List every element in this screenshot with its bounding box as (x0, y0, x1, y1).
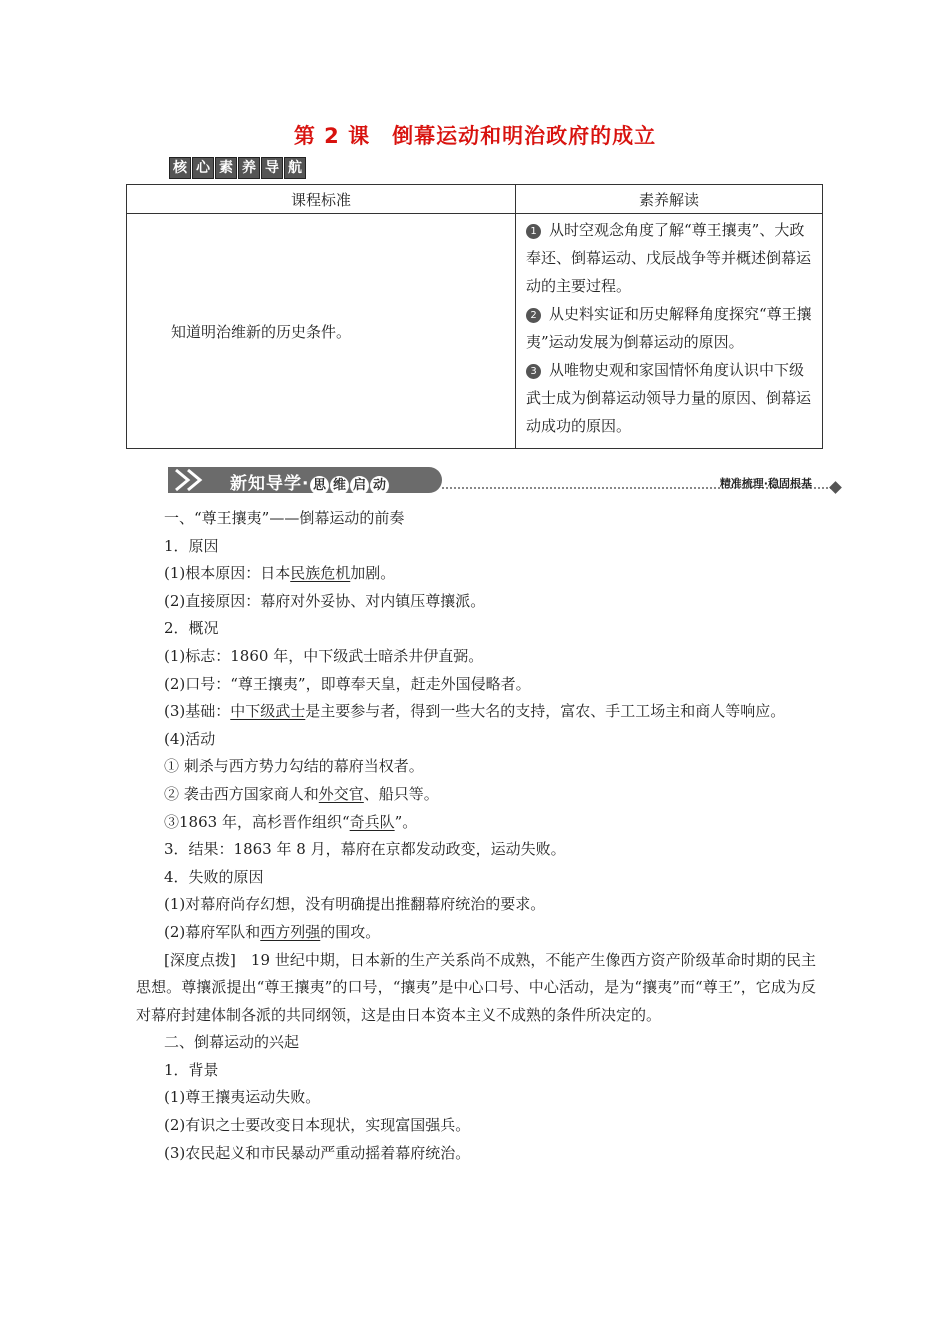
banner-subtitle: 精准梳理·稳固根基 (719, 477, 812, 490)
deep-insight-paragraph: [深度点拨] 19 世纪中期，日本新的生产关系尚不成熟，不能产生像西方资产阶级革命时期的民主思想。尊攘派提出“尊王攘夷”的口号，“攘夷”是中心口号、中心活动，是为“攘夷”而“尊王”，它成为反对幕府封建体制各派的共同纲领，这是由日本资本主义不成熟的条件所决定的。 (136, 950, 816, 1024)
subheading: 1．原因 (164, 536, 219, 555)
key-term: 奇兵队 (349, 812, 395, 831)
paragraph: (1)尊王攘夷运动失败。 (164, 1088, 321, 1107)
core-literacy-badge (169, 157, 306, 179)
key-term: 中下级武士 (230, 702, 306, 721)
header-curriculum-standard: 课程标准 (127, 185, 516, 214)
number-2-icon: 2 (526, 308, 541, 323)
key-term: 西方列强 (260, 922, 321, 941)
table-header-row (127, 185, 823, 214)
paragraph: (1)对幕府尚存幻想，没有明确提出推翻幕府统治的要求。 (164, 895, 546, 914)
section-banner (168, 465, 840, 495)
paragraph: (3)基础：中下级武士是主要参与者，得到一些大名的支持，富农、手工工场主和商人等响应。 (164, 702, 786, 721)
banner-title: 新知导学· 思 维 启 动 (230, 469, 389, 495)
badge-char: 导 (261, 157, 283, 179)
section-heading: 一、“尊王攘夷”——倒幕运动的前奏 (164, 509, 405, 527)
paragraph: ① 刺杀与西方势力勾结的幕府当权者。 (164, 757, 424, 776)
paragraph: (4)活动 (164, 729, 216, 748)
paragraph: (1)标志：1860 年，中下级武士暗杀井伊直弼。 (164, 646, 484, 665)
paragraph: 4．失败的原因 (164, 867, 264, 886)
table-row (127, 214, 823, 449)
literacy-interpretation-cell (516, 214, 823, 449)
number-3-icon: 3 (526, 364, 541, 379)
paragraph: ② 袭击西方国家商人和外交官、船只等。 (164, 784, 439, 803)
badge-char: 养 (238, 157, 260, 179)
badge-char: 素 (215, 157, 237, 179)
literacy-item: 3 从唯物史观和家国情怀角度认识中下级武士成为倒幕运动领导力量的原因、倒幕运动成功的原因。 (526, 361, 812, 435)
paragraph: (2)幕府军队和西方列强的围攻。 (164, 922, 381, 941)
paragraph: (2)口号：“尊王攘夷”，即尊奉天皇，赶走外国侵略者。 (164, 674, 531, 693)
paragraph: (2)有识之士要改变日本现状，实现富国强兵。 (164, 1116, 471, 1135)
key-term: 外交官 (318, 784, 364, 803)
curriculum-standard-cell: 知道明治维新的历史条件。 (127, 214, 516, 449)
lesson-title: 第 2 课 倒幕运动和明治政府的成立 (293, 124, 657, 148)
section-heading: 二、倒幕运动的兴起 (164, 1033, 300, 1052)
diamond-icon (829, 481, 842, 494)
paragraph: (1)根本原因：日本民族危机加剧。 (164, 564, 396, 583)
paragraph: (2)直接原因：幕府对外妥协、对内镇压尊攘派。 (164, 591, 486, 610)
paragraph: 3．结果：1863 年 8 月，幕府在京都发动政变，运动失败。 (164, 840, 566, 859)
badge-char: 航 (284, 157, 306, 179)
curriculum-table (126, 184, 823, 449)
double-chevron-icon (168, 467, 212, 493)
badge-char: 心 (192, 157, 214, 179)
badge-char: 核 (169, 157, 191, 179)
literacy-item: 2 从史料实证和历史解释角度探究“尊王攘夷”运动发展为倒幕运动的原因。 (526, 305, 812, 351)
paragraph: ③1863 年，高杉晋作组织“奇兵队”。 (164, 812, 418, 831)
subheading: 2．概况 (164, 619, 219, 638)
literacy-item: 1 从时空观念角度了解“尊王攘夷”、大政奉还、倒幕运动、戊辰战争等并概述倒幕运动的主要过程。 (526, 221, 812, 295)
lesson-content (136, 505, 816, 1167)
paragraph: (3)农民起义和市民暴动严重动摇着幕府统治。 (164, 1143, 471, 1162)
header-literacy-interpretation: 素养解读 (516, 185, 823, 214)
subheading: 1．背景 (164, 1060, 219, 1079)
number-1-icon: 1 (526, 224, 541, 239)
key-term: 民族危机 (290, 564, 351, 583)
